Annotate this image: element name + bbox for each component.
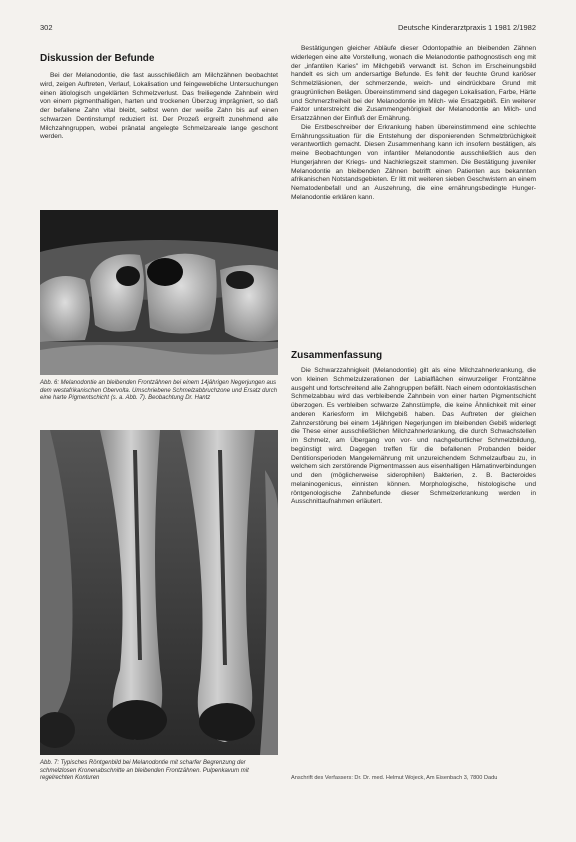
summary-column	[291, 367, 536, 507]
heading-diskussion: Diskussion der Befunde	[40, 53, 155, 64]
journal-header: Deutsche Kinderarztpraxis 1 1981 2/1982	[397, 23, 536, 32]
body-paragraph-1: Bestätigungen gleicher Abläufe dieser Odontopathie an bleibenden Zähnen widerlegen eine alte Vorstellung, wonach die Melanodontie pathognostisch eng mit der „infantilen Karies" im Milchgebiß verwandt ist. Schon im Erscheinungsbild handelt es sich um andersartige Befunde. Es fehlt der feuchte Grund kariöser Schmelzläsionen, der schmerzende, weich- und eindrückbare Grund mit graugrünlichen Belägen. Übereinstimmend sind dagegen Lokalisation, Farbe, Härte und Schmerzfreiheit bei der Melanodontie im Milch- wie Ersatzgebiß. Ein weiterer Faktor unterstreicht die Zusammengehörigkeit der Melanodontie an Milch- und Ersatzzähnen der Einfluß der Ernährung.	[291, 45, 536, 122]
figure-6-photo	[40, 210, 278, 375]
body-paragraph-2: Die Erstbeschreiber der Erkrankung haben übereinstimmend eine schlechte Ernährungssituation für die Entstehung der disponierenden Schmelzbrüchigkeit verantwortlich gemacht. Diesen Zusammenhang kann ich insofern bestätigen, als meine Beobachtungen von infantiler Melanodontie ausschließlich aus den Hungerjahren der Kriegs- und Nachkriegszeit stammen. Die Bestätigung juveniler Melanodontie an bleibenden Zähnen betrifft einen Patienten aus bekannten afrikanischen Notstandsgebieten. Er litt mit weiteren sieben Geschwistern an einem Nematodenbefall und an Auszehrung, die eine ernährungsbedingte Hunger-Melanodontie erklären kann.	[291, 123, 536, 201]
heading-zusammenfassung: Zusammenfassung	[291, 350, 383, 361]
figure-7-xray	[40, 430, 278, 755]
page-number: 302	[40, 23, 53, 32]
right-text-column	[291, 45, 536, 203]
discussion-paragraph: Bei der Melanodontie, die fast ausschließlich am Milchzähnen beobachtet wird, zeigen Auftreten, Verlauf, Lokalisation und feingewebliche Untersuchungen einen ätiologisch ungeklärten Schmelzverlust. Das freiliegende Zahnbein wird von einem pigmenthaltigen, harten und trockenen Überzug imprägniert, so daß der befallene Zahn vital bleibt, selbst wenn der weiße Zahn bis auf einen schwarzen Dentinstumpf reduziert ist. Der Prozeß ergreift zunehmend alle Milchzahngruppen, wobei pränatal angelegte Schmelzareale lange geschont werden.	[40, 72, 278, 141]
summary-paragraph: Die Schwarzzahnigkeit (Melanodontie) gilt als eine Milchzahnerkrankung, die von kleinen Schmelzulzerationen der Labialflächen einwurzeliger Frontzähne ausgeht und fortschreitend alle Zahngruppen befällt. Nach einem odontoklastischen Schmelzabbau wird das verbleibende Zahnbein von einer harten Pigmentschicht überzogen. Es verbleiben schwarze Zahnstümpfe, die keine Ähnlichkeit mit einer anderen Kariesform im Milchgebiß haben. Das Auftreten der gleichen Zahnzerstörung bei einem 14jährigen Negerjungen im bleibenden Gebiß widerlegt die These einer ausschließlichen Milchzahnerkrankung, die durch Schwachstellen im Schmelz, am Übergang von vor- und nachgeburtlicher Schmelzbildung, begünstigt wird. Dagegen treffen für die befallenen Probanden beider Dentitionsperioden Mangelernährung mit unzureichendem Schmelzaufbau zu, in welchem sich zerstörende Pigmentmassen aus eisenhaltigen Hämatinverbindungen und den (möglicherweise siderophilen) Bakterien, z. B. Bacteroides melaninogenicus, einnisten können. Morphologische, histologische und röntgenologische Zahnbefunde dieser Schmelzerkrankung werden in Ausschnittaufnahmen erläutert.	[291, 367, 536, 506]
figure-6-caption: Abb. 6: Melanodontie an bleibenden Frontzähnen bei einem 14jährigen Negerjungen aus dem westafrikanischen Obervolta. Umschriebene Schmelzabbruchzone und Ersatz durch eine harte Pigmentschicht (s. a. Abb. 7). Beobachtung Dr. Hantz	[40, 380, 278, 402]
figure-7-caption: Abb. 7: Typisches Röntgenbild bei Melanodontie mit scharfer Begrenzung der schmelzlosen Kronenabschnitte an bleibenden Frontzähnen. Pulpenkavum mit regelrechten Konturen	[40, 760, 249, 782]
author-address: Anschrift des Verfassers: Dr. Dr. med. Helmut Wojeck, Am Eisenbach 3, 7800 Dadu	[291, 775, 498, 781]
left-text-column	[40, 72, 278, 142]
